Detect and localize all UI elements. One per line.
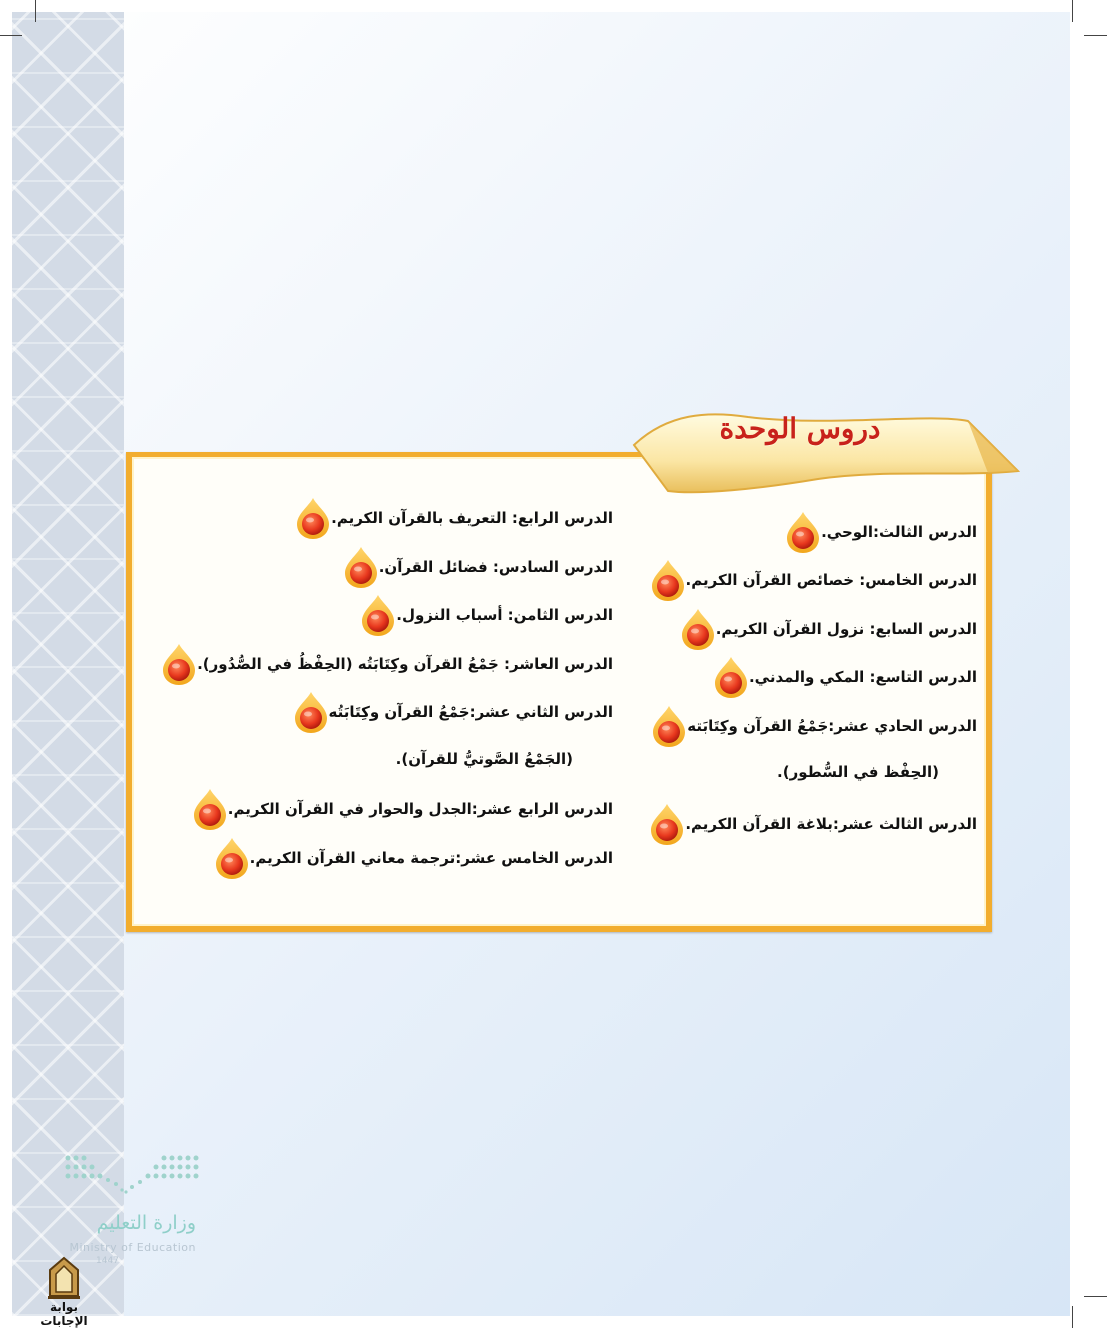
drop-bullet-icon <box>713 655 749 699</box>
drop-bullet-icon <box>650 558 686 602</box>
crop-mark <box>35 0 36 22</box>
drop-bullet-icon <box>651 704 687 748</box>
lesson-label: الدرس الرابع عشر:الجدل والحوار في القرآن الكريم. <box>227 800 613 818</box>
drop-bullet-icon <box>161 642 197 686</box>
lesson-item <box>192 787 615 831</box>
lantern-icon <box>44 1256 84 1300</box>
lesson-item <box>214 836 615 880</box>
crop-mark <box>1072 0 1073 22</box>
lesson-item <box>649 802 979 846</box>
ministry-year: 1447 <box>96 1256 119 1266</box>
lesson-item <box>360 593 615 637</box>
lesson-item <box>680 607 979 651</box>
lesson-label: الدرس الثالث:الوحي. <box>821 523 977 541</box>
lesson-label: الدرس السادس: فضائل القرآن. <box>378 558 613 576</box>
lesson-label: الدرس الخامس عشر:ترجمة معاني القرآن الكريم. <box>249 849 613 867</box>
watermark-text: بوابة الإجابات <box>40 1300 88 1328</box>
drop-bullet-icon <box>785 510 821 554</box>
ministry-name-english: Ministry of Education <box>69 1241 196 1254</box>
lesson-item <box>293 690 615 734</box>
islamic-pattern-border <box>12 12 124 1316</box>
lesson-label: الدرس السابع: نزول القرآن الكريم. <box>715 620 977 638</box>
lesson-continuation: (الجَمْعُ الصَّوتيُّ للقرآن). <box>395 750 573 768</box>
drop-bullet-icon <box>192 787 228 831</box>
lesson-item <box>161 642 615 686</box>
lesson-label: الدرس الحادي عشر:جَمْعُ القرآن وكِتَابَته <box>687 717 977 735</box>
lesson-label: الدرس العاشر: جَمْعُ القرآن وكِتَابَتُه (الحِفْظُ في الصُّدُور). <box>197 655 613 673</box>
drop-bullet-icon <box>360 593 396 637</box>
lesson-item <box>785 510 979 554</box>
lesson-item <box>651 704 979 748</box>
lesson-label: الدرس الثالث عشر:بلاغة القرآن الكريم. <box>685 815 977 833</box>
unit-title: دروس الوحدة <box>719 412 881 445</box>
crop-mark <box>1084 35 1107 36</box>
lesson-label: الدرس الثامن: أسباب النزول. <box>396 606 613 624</box>
drop-bullet-icon <box>214 836 250 880</box>
crop-mark <box>1084 1296 1107 1297</box>
drop-bullet-icon <box>293 690 329 734</box>
lesson-label: الدرس الثاني عشر:جَمْعُ القرآن وكِتَابَتُه <box>328 703 613 721</box>
drop-bullet-icon <box>295 496 331 540</box>
lesson-label: الدرس الرابع: التعريف بالقرآن الكريم. <box>331 509 613 527</box>
lesson-continuation: (الحِفْظ في السُّطور). <box>777 763 939 781</box>
crop-mark <box>0 35 22 36</box>
ministry-name-arabic: وزارة التعليم <box>96 1212 196 1234</box>
lesson-item <box>343 545 615 589</box>
lesson-item <box>650 558 979 602</box>
drop-bullet-icon <box>343 545 379 589</box>
lesson-label: الدرس التاسع: المكي والمدني. <box>748 668 977 686</box>
drop-bullet-icon <box>680 607 716 651</box>
lesson-item <box>295 496 615 540</box>
crop-mark <box>1072 1306 1073 1328</box>
lesson-label: الدرس الخامس: خصائص القرآن الكريم. <box>685 571 977 589</box>
lesson-item <box>713 655 979 699</box>
drop-bullet-icon <box>649 802 685 846</box>
